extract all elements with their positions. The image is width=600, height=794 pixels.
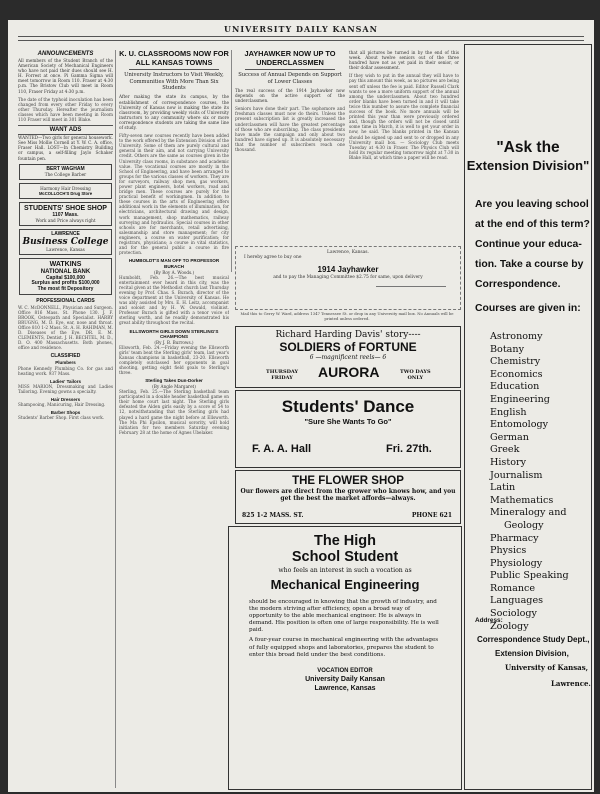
courses-heading: Courses are given in: [475, 303, 581, 314]
humboldt-headline: HUMBOLDT'S MAN OFF TO PROFESSOR BURACH [128, 258, 220, 269]
classrooms-subhead: University Instructors to Visit Weekly, Communities With More Than Six Students [124, 72, 224, 91]
dance-subtitle: "Sure She Wants To Go" [304, 417, 392, 426]
flower-address: 825 1-2 MASS. ST. [242, 512, 304, 519]
dance-date: Fri. 27th. [386, 443, 432, 455]
extension-title-2: Extension Division" [466, 158, 590, 173]
extension-question-5: Correspondence. [475, 279, 561, 290]
course-item: Pharmacy [490, 532, 539, 544]
ad-flower-shop [235, 470, 461, 524]
flower-title: THE FLOWER SHOP [292, 475, 404, 487]
tailors-text: MISS MARION, Dressmaking and Ladies Tailoring. Evening gowns a specialty. [18, 383, 113, 394]
flower-body: Our flowers are direct from the grower who knows how, and you get the best the market affords—always. [240, 488, 456, 503]
barber-heading: Barber Shops [50, 410, 81, 416]
order-blank-city: Lawrence, Kansas. [327, 250, 369, 255]
only-label: ONLY [407, 375, 424, 381]
ad-students-dance [235, 390, 461, 468]
hs-subtitle: who feels an interest in such a vocation as [278, 567, 412, 574]
mech-eng-title: Mechanical Engineering [270, 577, 420, 592]
masthead: UNIVERSITY DAILY KANSAN [224, 24, 378, 34]
hs-title-2: School Student [291, 549, 399, 565]
sterling-headline: Sterling Takes Dun-Dorker [145, 378, 203, 384]
course-item: Physics [490, 545, 527, 557]
dance-title: Students' Dance [281, 397, 415, 416]
jayhawker-order-blank[interactable] [235, 246, 461, 310]
faa-hall: F. A. A. Hall [252, 443, 312, 455]
ad-high-school-student [228, 526, 462, 790]
bert-title: BERT WAGHAM [46, 165, 85, 172]
course-item: Chemistry [490, 356, 541, 368]
course-item: German [490, 431, 529, 443]
two-days-label: TWO DAYS [400, 369, 431, 375]
classrooms-body: After making the state its campus, by the establishment of correspondence courses, the University of Kansas now is making the state its classroom, by providing weekly visits of University instructors to any community where six or more correspondence students are taking the same line of study. [119, 94, 229, 130]
order-mail-note: Mail this to Gerry W. Ward, address 1347 Tennessee St. or drop in any University mail box. No Annuals will be printed unless ordered. [240, 311, 454, 321]
course-item: Latin [490, 482, 516, 494]
ellsworth-headline: ELLSWORTH GIRLS DOWN STERLING'S CHAMPIONS [129, 328, 219, 340]
lawrence-label: LAWRENCE [51, 231, 80, 238]
humboldt-body: Humboldt, Feb. 26.—The best musical entertainment ever heard in this city, was the recital given at the Methodist church last Thursday evening by Prof. Chas. S. Burach, director of the voice department at the University of Kansas. He was ably assisted by Mrs. E. H. Leitz, accompanist and soloist and by H. W. Oswald, violinist. Professor Burach is gifted with a tenor voice of sterling worth, and he readily demonstrated his great ability throughout the recital. [119, 274, 229, 326]
shoe-address: 1107 Mass. [52, 211, 79, 218]
column-4 [349, 50, 459, 274]
ellsworth-byline: (By J. B. Burrows.) [154, 339, 194, 345]
extension-question-4: tion. Take a course by [475, 259, 584, 270]
address-line-3: University of Kansas, [505, 663, 589, 672]
signature-line [376, 286, 446, 287]
column-rule [115, 50, 116, 788]
course-item: Greek [490, 444, 520, 456]
course-item: Engineering [490, 393, 550, 405]
aurora-title: AURORA [318, 364, 380, 380]
ad-watkins [19, 258, 112, 294]
shoe-note: Work and Price always right [35, 218, 96, 224]
announcements-text-2: The date of the typhoid inoculation has been changed from every other Friday to every other Thursday. Hereafter the journalism classes which have been meeting in Room 110 Fraser will meet in 301 Blake. [18, 96, 113, 123]
jayhawker-body: The real success of the 1914 Jayhawker now depends on the active support of the underclassmen. [235, 88, 345, 104]
davis-heading: Richard Harding Davis' story---- [275, 330, 421, 340]
course-item: Mathematics [490, 494, 554, 506]
ad-soldiers-of-fortune [235, 326, 461, 388]
address-label: Address: [475, 617, 503, 624]
masthead-rule [18, 36, 584, 37]
course-item: Mineralogy and [490, 507, 567, 519]
lawrence-label: Lawrence, Kansas [314, 684, 376, 692]
hs-title-1: The High [313, 533, 377, 549]
jayhawker-body-2: Seniors have done their part. The sophomore and freshman classes must now do theirs. Unless the present subscription list is greatly increased the underclassmen will have the greatest percentage of those who are subscribing. The class presidents have made the campaign and only about two hundred have signed up. It is absolutely necessary that the number of subscribers reach one thousand. [235, 106, 345, 153]
ad-business-college [19, 229, 112, 255]
extension-question-1: Are you leaving school [475, 199, 589, 210]
column-1 [18, 50, 113, 790]
course-item: Romance Languages [490, 582, 544, 607]
udk-label: University Daily Kansan [305, 675, 385, 683]
classrooms-headline: K. U. CLASSROOMS NOW FOR ALL KANSAS TOWNS [119, 50, 229, 67]
classified-heading: CLASSIFIED [50, 353, 81, 360]
jayhawker-cont-2: If they wish to put in the annual they will have to pay this amount this week, as no pictures are being sent off unless the fee is paid. Editor Russell Clark wants to see a more uniform support of the annual among the underclassmen. About two hundred order blanks have been turned in and it will take twice this number to assure the complete financial success of the book. No more annuals will be printed this year than were previously ordered and, though the orders will not be closed until some time in March, it is well to get your order in now, he said. The blanks printed in the Kansan should be signed up and sent to or dropped in any University mail box. — Sociology Club meets Tuesday at 4:30 in Fraser. The Physics Club will hold its regular meeting tomorrow night at 7:30 in Blake Hall, at which time a paper will be read. [349, 73, 459, 160]
divider [245, 69, 335, 70]
shoe-title: STUDENTS' SHOE SHOP [24, 204, 107, 212]
ad-extension-division [464, 44, 592, 790]
course-item: Public Speaking [490, 570, 569, 582]
address-line-2: Extension Division, [495, 649, 569, 658]
mech-eng-body-2: A four-year course in mechanical engineering with the advantages of fully equipped shops and laboratories, prepares the student to enter this broad field under the best conditions. [249, 637, 439, 658]
barber-text: Students' Barber Shop. First class work. [18, 415, 105, 421]
announcements-heading: ANNOUNCEMENTS [37, 51, 94, 57]
ad-bert-wagham [19, 164, 112, 180]
sterling-body: Sterling, Feb. 25.—The Sterling basketball team participated in a double header basketball game on their home court last night. The Sterling girls defeated the Alden girls easily by a score of 54 to 12, notwithstanding that the Sterling girls had played a hard game the night before at Ellsworth. The Ma Phi Epsilon, musical sorority, will hold initiation for two members Saturday evening February 28 at the home of Agnes Ubelaker. [119, 389, 229, 435]
newspaper-page [8, 20, 594, 792]
watkins-subtitle: NATIONAL BANK [40, 269, 91, 276]
address-line-1: Correspondence Study Dept., [477, 635, 590, 644]
bert-sub: The College Barber [44, 171, 87, 177]
business-college-city: Lawrence, Kansas [46, 247, 85, 253]
plumbers-heading: Plumbers [55, 360, 76, 366]
flower-phone: PHONE 621 [411, 512, 452, 519]
extension-question-3: Continue your educa- [475, 239, 582, 250]
order-blank-book: 1914 Jayhawker [317, 264, 379, 274]
jayhawker-subhead: Success of Annual Depends on Support of Lower Classes [238, 72, 342, 85]
course-item: Education [490, 381, 540, 393]
plumbers-text: Phone Kennedy Plumbing Co. for gas and heating work. 937 Mass. [18, 365, 113, 376]
reels-note: 6 —magnificent reels— 6 [309, 354, 387, 361]
order-blank-agree: I hereby agree to buy one [244, 255, 302, 261]
course-item: Entomology [490, 419, 549, 431]
soldiers-title: SOLDIERS of FORTUNE [279, 340, 417, 354]
mech-eng-body-1: should be encouraged in knowing that the growth of industry, and the modern striving after efficiency, open a broad way of opportunity to the able mechanical engineer. He is always in demand. His position is often one of large responsibility. He is well paid. [249, 599, 439, 634]
divider [129, 69, 219, 70]
watkins-title: WATKINS [49, 261, 82, 269]
announcements-text: All members of the Student Branch of the American Society of Mechanical Engineers who have not paid their dues should see H. H. Forrest at once. Pi Gamma Sigma will meet tomorrow in Room 110. Fraser at 4:30 p.m. The Bristow Club will meet in Room 110, Fraser Friday at 4:30 p.m. [18, 58, 113, 94]
course-item: Physiology [490, 557, 543, 569]
jayhawker-cont: that all pictures be turned in by the end of this week. About twelve seniors out of the three hundred have not as yet paid in their senior, or their dollar assessment. [349, 50, 459, 71]
hair-text: Shampooing, Manicuring, Hair Dressing. [18, 402, 106, 408]
course-list [490, 331, 590, 633]
hair-heading: Hair Dressers [50, 397, 81, 403]
course-item: Zoology [490, 620, 529, 632]
extension-title-1: "Ask the [496, 139, 560, 156]
ellsworth-body: Ellsworth, Feb. 24.—Friday evening the Ellsworth girls' team beat the Sterling girls' team, last year's Kansas champions in basketball, 23-20. Ellsworth completely outclassed her opponents in goal shooting, getting eight field goals to Sterling's three. [119, 344, 229, 376]
address-line-4: Lawrence. [551, 679, 591, 688]
extension-question-2: at the end of this term? [475, 219, 590, 230]
ad-harmony [19, 183, 112, 199]
sterling-byline: (By Angle Margaret) [152, 383, 196, 389]
business-college-title: Business College [22, 237, 109, 248]
course-item: Economics [490, 368, 543, 380]
watkins-capital: Capital $100,000 [46, 275, 85, 282]
course-item: Sociology [490, 608, 537, 620]
friday-label: FRIDAY [271, 375, 293, 381]
course-item: History [490, 456, 526, 468]
ad-shoe-shop [19, 202, 112, 226]
column-3 [235, 50, 345, 274]
tailors-heading: Ladies' Tailors [50, 378, 81, 384]
column-2 [119, 50, 229, 790]
order-blank-pay: and to pay the Managing Committee $2.75 for same, upon delivery [273, 274, 423, 280]
humboldt-byline: (By Roy A. Woods.) [153, 269, 195, 275]
course-item: Astronomy [490, 331, 543, 342]
classrooms-body-2: Fifty-seven new courses recently have been added to the work offered by the Extension Division of the University. Some of them are purely cultural and general in their aim, and not carrying University credit. Others are the same as courses given in the University class rooms, in substance and academic value. The vocational courses are mostly in the School of Engineering, and have been arranged to groups for the various classes of workers. They are for surveyors, railway shop men, gas workers, power plant engineers, hotel workers, road and bridge men. These courses are purely for the practical benefit of workingmen. In addition to these courses in the arts of Engineering offers additional work in the elements of illumination, for electricians, architectural drawing and design, work management, shop mathematics, railway surveying and hydraulics. Special courses in other schools are for merchants, retail advertising, salesmanship and store management; for city engineers, a course on water purification; for registrars, physicians; a course in vital statistics, and for the general public a course in fire protection. [119, 133, 229, 256]
watkins-depository: The most fit Depository [37, 285, 94, 292]
harmony-title: Harmony Hair Dressing [40, 185, 91, 191]
column-rule [231, 50, 232, 272]
course-item: Journalism [490, 469, 543, 481]
want-ads-text: WANTED—Two girls for general housework. See Miss Mollie Cornell at Y. W. C. A. office, Fraser Hall. LOST—In Chemistry Building or campus, a self-filling Jaylo Schaker fountain pen. [18, 135, 113, 161]
prof-cards-heading: PROFESSIONAL CARDS [36, 297, 95, 304]
thursday-label: THURSDAY [266, 369, 299, 375]
masthead-rule-2 [18, 40, 584, 41]
vocation-editor: VOCATION EDITOR [317, 667, 373, 674]
want-ads-heading: WANT ADS [18, 125, 113, 135]
watkins-surplus: Surplus and profits $100,000 [31, 280, 100, 287]
mcc-title: McCOLLOCH'S Drug Store [38, 190, 93, 196]
course-item: Geology [504, 519, 544, 531]
jayhawker-headline: JAYHAWKER NOW UP TO UNDERCLASSMEN [244, 50, 336, 67]
prof-cards-text: W. C. McDONNELL, Physician and Surgeon. Office 816 Mass. St. Phone 130. J. F. BROOK, Osteopath and Specialist. HARRY BRUGNG, M. D. Eye, ear, nose and throat. Office 810 1-2 Mass. St. A. H. RAHIMAN, M. D. Diseases of the Eye. DR. E. M. CLEMENTS, Dentist. J. H. BECHTEL, M. D., D. O. 400 Massachusetts. Both phones, office and residence. [18, 304, 113, 351]
course-item: English [490, 406, 527, 418]
course-item: Botany [490, 343, 524, 355]
